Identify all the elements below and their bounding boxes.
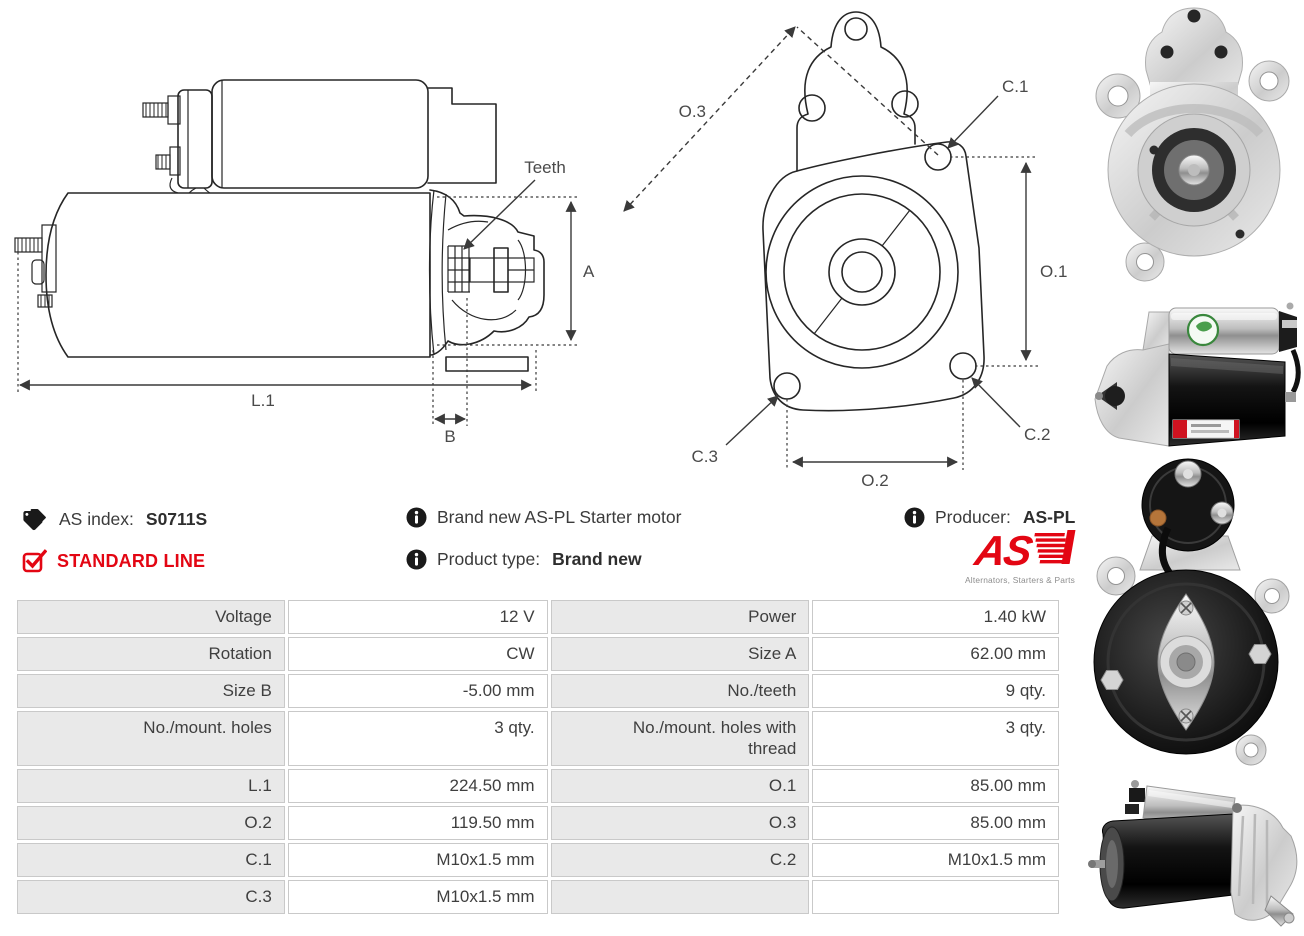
spec-value: 85.00 mm	[812, 806, 1059, 840]
standard-line-row	[22, 549, 205, 573]
product-type-row	[406, 549, 642, 570]
hole-c2	[950, 353, 976, 379]
dim-label-o3: O.3	[678, 102, 706, 121]
table-row	[17, 600, 1059, 634]
table-row	[17, 880, 1059, 914]
as-index-value: S0711S	[145, 509, 208, 529]
spec-label: Power	[551, 600, 810, 634]
info-icon	[406, 549, 427, 570]
as-logo-tagline: Alternators, Starters & Parts	[964, 575, 1076, 585]
dim-line-o3	[624, 27, 795, 211]
dim-label-c1: C.1	[1002, 77, 1029, 96]
spec-label: Rotation	[17, 637, 285, 671]
spec-label: Size A	[551, 637, 810, 671]
solenoid-outline	[212, 80, 428, 188]
spec-label: Size B	[17, 674, 285, 708]
producer-value: AS-PL	[1022, 507, 1076, 527]
leader-c3	[726, 396, 778, 445]
brand-row	[406, 507, 681, 528]
spec-label: No./mount. holes with thread	[551, 711, 810, 766]
product-type-value: Brand new	[552, 549, 642, 569]
spec-label: O.2	[17, 806, 285, 840]
checkbox-checked-icon	[22, 549, 47, 573]
tower-top-hole	[845, 18, 867, 40]
spec-table	[14, 597, 1062, 917]
standard-line-label: STANDARD LINE	[57, 550, 206, 571]
front-view-drawing	[600, 0, 1090, 495]
as-index-row	[22, 507, 207, 532]
spec-value: 62.00 mm	[812, 637, 1059, 671]
spec-value: CW	[288, 637, 548, 671]
solenoid-terminal-studs	[143, 96, 180, 175]
table-row	[17, 711, 1059, 766]
brand-line-text: Brand new AS-PL Starter motor	[437, 507, 682, 527]
spec-value: 1.40 kW	[812, 600, 1059, 634]
spec-value	[812, 880, 1059, 914]
spec-value: M10x1.5 mm	[812, 843, 1059, 877]
motor-body-outline	[46, 193, 430, 357]
spec-value: 9 qty.	[812, 674, 1059, 708]
table-row	[17, 769, 1059, 803]
drive-end-housing	[430, 190, 545, 355]
producer-label: Producer:	[935, 507, 1011, 527]
as-logo-stripes	[1029, 530, 1075, 564]
spec-label: L.1	[17, 769, 285, 803]
pinion-gear	[448, 246, 470, 292]
dim-label-a: A	[583, 262, 595, 281]
spec-label: Voltage	[17, 600, 285, 634]
as-pl-logo	[958, 527, 1082, 589]
spec-value: 12 V	[288, 600, 548, 634]
spec-value: 3 qty.	[812, 711, 1059, 766]
product-photo-rear-view	[1088, 458, 1300, 774]
as-logo-text: AS	[971, 527, 1035, 574]
producer-row	[904, 507, 1075, 528]
spec-value: M10x1.5 mm	[288, 843, 548, 877]
dim-label-b: B	[444, 427, 456, 446]
spec-label: O.3	[551, 806, 810, 840]
spec-label: O.1	[551, 769, 810, 803]
spec-value: 3 qty.	[288, 711, 548, 766]
teeth-label: Teeth	[524, 158, 566, 177]
spec-label: C.2	[551, 843, 810, 877]
product-type-label: Product type:	[437, 549, 541, 569]
tower-left-hole	[799, 95, 825, 121]
spec-label: C.1	[17, 843, 285, 877]
info-icon	[904, 507, 925, 528]
dim-label-o2: O.2	[861, 471, 889, 490]
spec-label	[551, 880, 810, 914]
info-icon	[406, 507, 427, 528]
leader-c2	[972, 378, 1020, 427]
teeth-leader-line	[464, 180, 535, 249]
table-row	[17, 806, 1059, 840]
as-index-label: AS index:	[59, 509, 134, 529]
tag-icon	[22, 507, 49, 532]
mounting-foot	[446, 357, 528, 371]
table-row	[17, 843, 1059, 877]
dim-label-o1: O.1	[1040, 262, 1068, 281]
spec-label: C.3	[17, 880, 285, 914]
spec-value: M10x1.5 mm	[288, 880, 548, 914]
hole-c3	[774, 373, 800, 399]
product-photo-angled-view	[1085, 776, 1304, 934]
spec-label: No./mount. holes	[17, 711, 285, 766]
spec-value: 85.00 mm	[812, 769, 1059, 803]
solenoid-tower-outline	[797, 12, 915, 171]
spec-label: No./teeth	[551, 674, 810, 708]
dim-label-l1: L.1	[251, 391, 275, 410]
dim-label-c2: C.2	[1024, 425, 1051, 444]
spec-value: 119.50 mm	[288, 806, 548, 840]
hole-c1	[925, 144, 951, 170]
leader-c1	[948, 96, 998, 148]
table-row	[17, 637, 1059, 671]
product-photo-front-bracket	[1088, 2, 1300, 294]
spec-value: 224.50 mm	[288, 769, 548, 803]
dim-label-c3: C.3	[691, 447, 718, 466]
product-photo-side-view	[1085, 294, 1304, 458]
spec-value: -5.00 mm	[288, 674, 548, 708]
side-view-drawing	[0, 0, 600, 470]
table-row	[17, 674, 1059, 708]
